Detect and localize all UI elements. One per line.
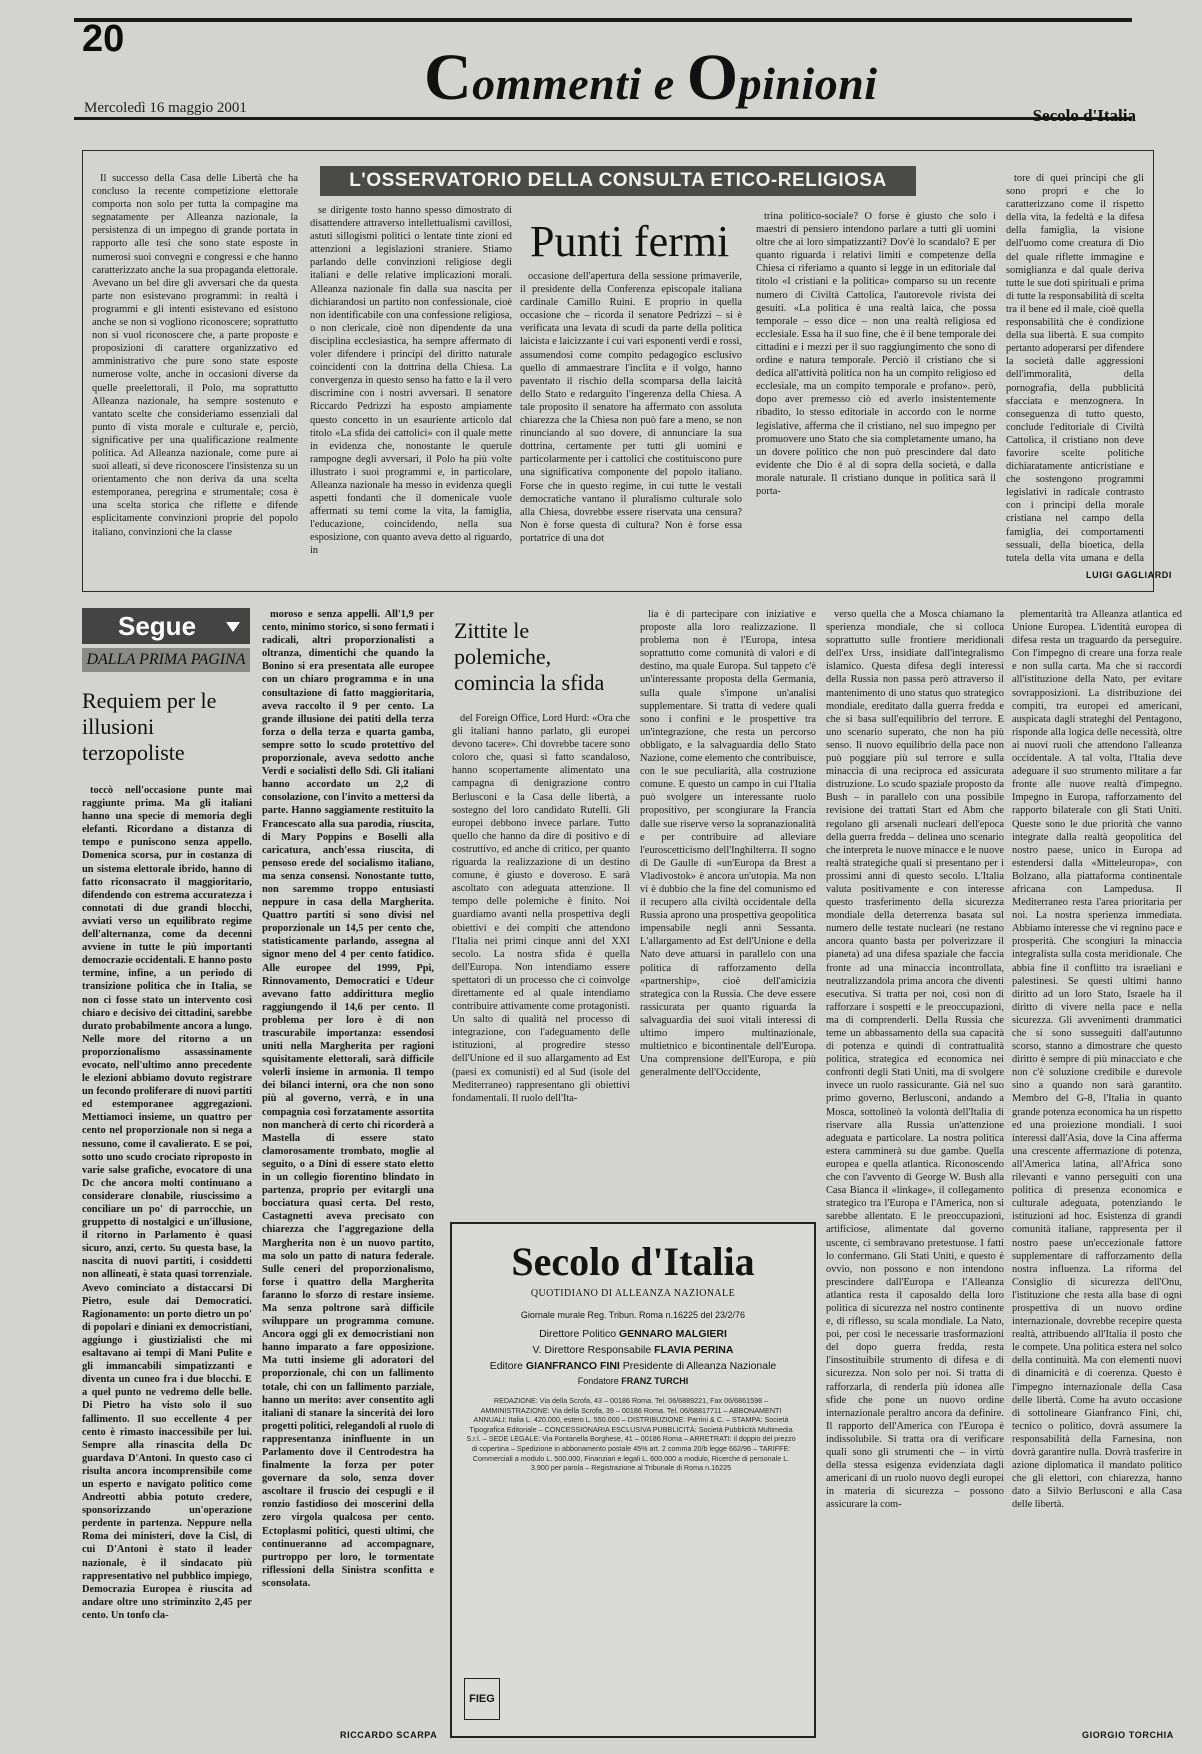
fieg-logo: FIEG	[464, 1678, 500, 1720]
observatory-signature: LUIGI GAGLIARDI	[1086, 570, 1172, 580]
masthead-tariffs	[508, 1676, 798, 1724]
observatory-headline: Punti fermi	[530, 217, 730, 266]
down-arrow-icon	[226, 622, 240, 632]
zittite-signature: GIORGIO TORCHIA	[1082, 1730, 1174, 1740]
masthead-box	[450, 1222, 816, 1738]
requiem-signature: RICCARDO SCARPA	[340, 1730, 438, 1740]
requiem-column-1: toccò nell'occasione punte mai raggiunte prima. Ma gli italiani hanno una specie di memoria degli elefanti. Ricordano a distanza di tempo e puniscono senza appello. Domenica scorsa, pur in costanza di un sistema elettorale ibrido, hanno di fatto riconsacrato il maggioritario, difendendo con estrema accuratezza i connotati di due grandi blocchi, avviati verso un equilibrato regime dell'alternanza, come da decenni avviene in tutte le più importanti democrazie occidentali. E hanno posto termine, infine, a un periodo di transizione politica che in Italia, se non ci fosse stato un intervento così chiaro e decisivo dei cittadini, sarebbe durato probabilmente ancora a lungo. Nelle more del ritorno a un proporzionalismo assassinamente evocato, nell'ultimo anno precedente le elezioni abbiamo dovuto registrare un fecondo proliferare di nuovi partiti ed estemporanee aggregazioni. Mettiamoci insieme, un quattro per cento nel proporzionale non si nega a nessuno, come il cavalierato. E se poi, sotto uno scudo crociato riproposto in varie salse grafiche, evocatore di una Dc che ancora molti continuano a considerare clonabile, riuscissimo a conciliare un po' di parrocchie, un gruppetto di nostalgici e un'illusione, il ritorno in Parlamento è quasi sicuro, anzi, certo. Su questa base, la nascita di nuovi partiti, i cosiddetti non allineati, è stata quasi torrenziale. Avevo cominciato a distaccarsi Di Pietro, esule dai Democratici. Ragionamento: un porto dietro un po' di popolari e diniani ex democristiani, aggiungo i giustizialisti che mi esaltavano ai tempi di Mani Pulite e gli immancabili simpatizzanti e diventa un cuneo fra i due blocchi. E a quel punto ne vedremo delle belle. Di Pietro ha visto solo il suo fallimento. Il suo eccellente 4 per cento è rimasto inaccessibile per lui. Sempre alla rinascita della Dc guardava D'Antoni. In questo caso ci risulta ancora incomprensibile come un esperto e navigato politico come Andreotti abbia potuto credere, sponsorizzando un'operazione perdente in partenza. Neppure nella Roma dei ministeri, dove la Cisl, di cui D'Antoni è stato il leader nazionale, è il sindacato più rappresentativo nel pubblico impiego, Democrazia Europea è riuscita ad andare oltre uno striminzito 2,45 per cento. Un tonfo cla-	[82, 785, 252, 1621]
masthead-subtitle: QUOTIDIANO DI ALLEANZA NAZIONALE	[530, 1288, 736, 1299]
requiem-column-2: moroso e senza appelli. All'1,9 per cento, minimo storico, si sono fermati i radicali, altri proporzionalisti a oltranza, dimentichi che quando la Bonino si era presentata alle europee con un chiaro programma e in una consultazione di fatto maggioritaria, aveva raccolto il 9 per cento. La grande illusione dei patiti della terza forza o della terza e quarta gamba, sempre sotto lo scudo protettivo del proporzionale, aveva sedotto anche Verdi e socialisti dello Sdi. Gli italiani hanno accordato un 2,2 di consolazione, con l'invito a mettersi da parte. Hanno saggiamente restituito la Francescato alla sua parodia, riuscita, di Mary Poppins e Boselli alla caricatura, anch'essa riuscita, di pensoso erede del socialismo italiano, ma senza consensi. Nonostante tutto, non saremmo troppo entusiasti neppure in casa della Margherita. Quattro partiti si sono divisi nel proporzionale un 14,5 per cento che, statisticamente parlando, assegna al signor meno del 4 per cento fatidico. Alle europee del 1999, Ppi, Rinnovamento, Democratici e Udeur avevano fatto addirittura meglio raggiungendo il 14,6 per cento. Il problema per loro è di non trascurabile importanza: essendosi uniti nella Margherita per ragioni squisitamente elettorali, sarà difficile volerli insieme in armonia. Il tempo dei bilanci interni, ora che non sono più al governo, verrà, e in una compagnia così forzatamente assortita non mancherà di certo chi ricorderà a Mastella di essere stato clamorosamente trombato, moglie al seguito, o a Dini di essere stato eletto in un collegio fiorentino blindato in partenza, proprio per evitargli una bocciatura quasi certa. Del resto, Castagnetti aveva precisato con chiarezza che l'aggregazione della Margherita non è un nuovo partito, ma solo un patto di natura federale. Sulle ceneri del proporzionalismo, forse i quattro della Margherita faranno lo sforzo di restare insieme. Ma senza poltrone sarà difficile sviluppare un programma comune. Ancora oggi gli ex democristiani non hanno imparato a fare opposizione. Ma tutti insieme gli adoratori del proporzionale, chi con un fallimento totale, chi con un fallimento parziale, hanno un merito: aver consentito agli italiani di stanare la sincerità dei loro progetti politici, relegandoli al ruolo di rappresentanza ininfluente in un Parlamento dove il Centrodestra ha finalmente la forza per poter governare da solo, senza dover ascoltare il fruscio dei cespugli e il ronzio fastidioso dei moscerini della zero virgola qualcosa per cento. Ectoplasmi politici, questi ultimi, che continueranno ad accompagnare, purtroppo per loro, le tormentate riflessioni della Sinistra sconfitta e sconsolata.	[262, 609, 434, 1589]
masthead-fine-print: REDAZIONE: Via della Scrofa, 43 – 00186 Roma. Tel. 06/6889221, Fax 06/6861598 – AMMINISTRAZIONE: Via della Scrofa, 39 – 00186 Roma. Tel. 06/68817711 – ABBONAMENTI ANNUALI: Italia L. 420.000, estero L. 550.000 – DISTRIBUZIONE: Parrini & C. – STAMPA: Società Tipografica Editoriale – CONCESSIONARIA ESCLUSIVA PUBBLICITÀ: Società Pubblicità Multimedia S.r.l. – SEDE LEGALE: Via Fontanella Borghese, 41 – 00186 Roma – ARRETRATI: il doppio del prezzo di copertina – Spedizione in abbonamento postale 45% art. 2 comma 20/b legge 662/96 – TARIFFE: Commerciali a modulo L. 500.000, Finanziari e legali L. 600.000 a modulo, Ricerche di personale L. 3.900 per parola – Registrazione al Tribunale di Roma n.16225	[466, 1396, 796, 1473]
requiem-headline: Requiem per le illusioni terzopoliste	[82, 688, 217, 765]
masthead-responsible: V. Direttore Responsabile FLAVIA PERINA	[532, 1344, 734, 1356]
page-number: 20	[82, 18, 125, 60]
prima-pagina-label: DALLA PRIMA PAGINA	[82, 648, 250, 672]
observatory-column-2: se dirigente tosto hanno spesso dimostrato di disattendere attraverso intellettualismi cavillosi, astuti sillogismi politici o lentate tinte zioni ed attenzioni a legislazioni straniere. Stiamo parlando delle convinzioni religiose degli italiani e delle relative implicazioni morali. Alleanza nazionale fin dalla sua nascita per dichiarandosi un partito non confessionale, cioè non identificabile con una confessione religiosa, o non clericale, cioè non dipendente da una disciplina ecclesiastica, ha sempre affermato di voler difendere i principi del diritto naturale coincidenti con la dottrina della Chiesa. La convergenza in questo senso ha fatto e la il vero discrimine con i nostri avversari. Il senatore Riccardo Pedrizzi ha esposto ampiamente questo concetto in un esauriente articolo dal titolo «La sfida dei cattolici» con il quale mette in evidenza che, nonostante le querule rampogne degli avversari, il Polo ha più volte illustrato i suoi programmi e, in particolare, Alleanza nazionale ha messo in evidenza quegli aspetti fondanti che il domenicale vuole affermati su temi come la vita, la famiglia, l'educazione, coincidendo, nella sua esposizione, con quanto aveva detto al riguardo, in	[310, 205, 512, 557]
dateline: Mercoledì 16 maggio 2001	[84, 100, 247, 116]
masthead-registration: Giornale murale Reg. Tribun. Roma n.16225 del 23/2/76	[520, 1310, 746, 1320]
zittite-column-1: del Foreign Office, Lord Hurd: «Ora che gli italiani hanno parlato, gli europei devono tacere». Chi dovrebbe tacere sono coloro che, quasi si fatto scandaloso, hanno scopertamente alimentato una campagna di denigrazione contro Berlusconi e la Casa delle libertà, a sostegno del loro candidato Rutelli. Gli europei debbono invece parlare. Tutto quello che hanno da dire di positivo e di costruttivo, ed anche di critico, per quanto riguarda la realizzazione di un destino comune, è giusto e doveroso. E sarà ascoltato con adeguata attenzione. Il tempo delle polemiche è finito. Noi guardiamo avanti nella prospettiva degli obiettivi e dei compiti che attendono l'Italia nei primi cinque anni del XXI secolo. La nostra sfida è quella dell'Europa. Non intendiamo essere spettatori di un processo che ci coinvolge direttamente ed al quale intendiamo contribuire attivamente come protagonisti. Un salto di qualità nel processo di integrazione, con l'adeguamento delle istituzioni, al progredire stesso dell'Unione ed il suo allargamento ad Est (paesi ex comunisti) ed al Sud (isole del Mediterraneo) rappresentano gli obiettivi fondamentali. Il ruolo dell'Ita-	[452, 713, 630, 1104]
observatory-column-3: occasione dell'apertura della sessione primaverile, il presidente della Conferenza episcopale italiana cardinale Camillo Ruini. E proprio in quella occasione che – ricorda il senatore Pedrizzi – si è verificata una levata di scudi da parte della politica laicista e laicizzante i cui vari esponenti verdi e rossi, assumendosi come compito pedagogico esclusivo quello di ammaestrare l'inclita e il volgo, hanno paventato il rischio della scomparsa della laicità dello Stato e redarguito l'ingerenza della Chiesa. A tale proposito il senatore ha affermato con assoluta chiarezza che la Chiesa non può fare a meno, se non rinunciando al suo dovere, di annunciare la sua dottrina, certamente per tutti gli uomini e particolarmente per i cattolici che costituiscono pure una significativa componente del popolo italiano. Forse che in questo regime, in cui tutte le vestali democratiche vantano il pluralismo culturale solo alla Chiesa, dovrebbe essere riservata una censura? Non è forse questa di cultura? Non è forse essa portatrice di una dot	[520, 271, 742, 544]
zittite-column-4: plementarità tra Alleanza atlantica ed Unione Europea. L'identità europea di difesa resta un traguardo da perseguire. Con l'impegno di creare una forza reale e non sulla carta. Ma che si raccordi all'istituzione della Nato, per evitare sovrapposizioni. La distribuzione dei compiti, tra europei ed americani, auspicata dagli strateghi del Pentagono, risponde alla logica delle necessità, oltre ai nuovi ruoli che attendono l'alleanza occidentale. A tal volta, l'Italia deve adeguare il suo strumento militare a far fronte alle nuove realtà d'impegno. Impegno in Europa, rafforzamento del rapporto bilaterale con gli Stati Uniti. Queste sono le due priorità che vanno integrate dalla realtà geopolitica del nostro paese, unico in Europa ad estendersi dalla «Mitteleuropa», con Bolzano, alla piattaforma continentale africana con Lampedusa. Il Mediterraneo resta l'area prioritaria per noi. La nostra sperienza immediata. Abbiamo interesse che vi regnino pace e prosperità. Che scongiuri la minaccia integralista sulla costa meridionale. Che abbia fine il conflitto tra israeliani e palestinesi. Se questi ultimi hanno diritto ad un loro Stato, Israele ha il diritto di vivere nella pace e nella sicurezza. Gli avvenimenti drammatici che si sono susseguiti dall'autunno scorso, stanno a dimostrare che questo diritto è sempre di più minacciato e che non c'è soluzione credibile e durevole sino a quando non sarà garantito. Membro del G-8, l'Italia in quanto grande potenza economica ha un rispetto ed una proiezione mondiali. I suoi interessi dall'Asia, dove la Cina afferma una crescente affermazione di potenza, all'America latina, all'Africa sono rilevanti e vanno perseguiti con una politica di presenza economica e culturale adeguata, potenziando le istituzioni ad hoc. Esistenza di grandi comunità italiane, rappresenta per il nostro paese un'eccezionale fattore supplementare di rafforzamento della nostra influenza. La riforma del Consiglio di sicurezza dell'Onu, l'istituzione che resta alla base di ogni prospettiva di un nuovo ordine internazionale, dovrebbe recepire questa realtà, attribuendo all'Italia il posto che le compete. Una politica estera nel solco della continuità. Ma con elementi nuovi di dinamicità e di coerenza. Questo è l'impegno internazionale della Casa delle libertà. Come ha avuto occasione di sottolineare Gianfranco Fini, chi, tecnico o politico, dovrà assumere la responsabilità della Farnesina, non dovrà garantire nulla. Dovrà trasferire in azione diplomatica il mandato politico che gli elettori, con chiarezza, hanno dato a Silvio Berlusconi e alla Casa delle libertà.	[1012, 609, 1182, 1511]
observatory-banner: L'OSSERVATORIO DELLA CONSULTA ETICO-RELIGIOSA	[320, 166, 916, 196]
paper-name: Secolo d'Italia	[1032, 106, 1136, 125]
masthead-director: Direttore Politico GENNARO MALGIERI	[539, 1328, 727, 1340]
header-rule	[74, 117, 1132, 120]
segue-label: Segue	[82, 608, 250, 644]
zittite-column-2: lia è di partecipare con iniziative e proposte alla loro realizzazione. Il problema non è l'Europa, intesa soprattutto come comunità di valori e di destino, ma quale Europa. Sul tappeto c'è un'interessante proposta della Germania, sulla quale s'impone un'analisi supplementare. Si tratta di vedere quali sono i confini e le prospettive tra un'integrazione, che resta un percorso obbligato, e la salvaguardia dello Stato Nazione, come elemento che contribuisce, con le sue peculiarità, alla costruzione comune. E questo un campo in cui l'Italia può svolgere un interessante ruolo propositivo, per scongiurare la Francia dalle sue riserve verso la sopranazionalità e per contribuire ad alleviare l'euroscetticismo dell'Inghilterra. Il sogno di De Gaulle di «un'Europa da Brest a Vladivostok» è ancora un'utopia. Ma non vi è dubbio che la fine del comunismo ed il recupero alla civiltà occidentale della Russia aprono una prospettiva geopolitica impensabile negli anni Sessanta. L'allargamento ad Est dell'Unione e della Nato deve attuarsi in parallelo con una politica di rafforzamento della «partnership», cioè dell'amicizia strategica con la Russia. Che deve essere rassicurata per quanto riguarda la salvaguardia dei suoi vitali interessi di ultimo impero multinazionale, multietnico e bicontinentale dell'Europa. Una comprensione dell'Europa, e più generalmente dell'Occidente,	[640, 609, 816, 1079]
top-rule	[74, 18, 1132, 22]
masthead-publisher: Editore GIANFRANCO FINI Presidente di Alleanza Nazionale	[489, 1360, 777, 1372]
masthead-title: Secolo d'Italia	[511, 1239, 755, 1284]
masthead-founder: Fondatore FRANZ TURCHI	[577, 1376, 689, 1386]
observatory-column-4: trina politico-sociale? O forse è giusto che solo i maestri di pensiero intendono parlare a tutti gli uomini oltre che ai loro simpatizzanti? Dov'è lo scandalo? E per quanto riguarda i relativi limiti e competenze della Chiesa ci riferiamo a quanto si legge in un editoriale dal titolo «I cristiani e la politica» comparso su un recente numero di Civiltà Cattolica, l'autorevole rivista dei gesuiti. «La politica è una realtà laica, che possa temporale – esso dice – non una realtà religiosa ed ecclesiale. Essa ha il suo fine, che è il bene temporale dei cittadini e i mezzi per il suo raggiungimento che sono di ordine e natura temporale. Perciò il cristiano che si dedica all'attività politica non ha un compito religioso ed ecclesiale, ma un compito temporale e profano». però, dopo aver premesso ciò ed averlo insistentemente ribadito, lo stesso editoriale in accordo con le norme legislative, afferma che il cristiano, nel suo impegno per promuovere uno Stato che sia completamente umano, ha un dovere politico che non può prescindere dal dato evidente che Dio è al di sopra della società, e dalla morale naturale. Il cristiano dunque in politica sarà il porta-	[756, 211, 996, 497]
zittite-column-3: verso quella che a Mosca chiamano la sperienza mondiale, che si colloca soprattutto sulle frontiere meridionali dell'ex Urss, insidiate dall'integralismo islamico. Questa difesa degli interessi della Russia non passa però attraverso il mantenimento di uno status quo strategico mondiale, ereditato dalla guerra fredda e che si basa sull'equilibrio del terrore. E uno scenario superato, che non ha più senso. Il nuovo equilibrio della pace non può poggiare più sul terrore e sulla minaccia di una reciproca ed assicurata distruzione. Lo scudo spaziale proposto da Bush – in parallelo con una possibile revisione dei trattati Start ed Abm che regolano gli arsenali nucleari dell'epoca della guerra fredda – delinea uno scenario che interpreta le nuove minacce e le nuove realtà strategiche quali si presentano per i prossimi anni di questo secolo. L'Italia valuta positivamente e con interesse questo trasferimento della sicurezza mondiale della deterrenza basata sul numero delle testate nucleari (ne restano ancora quanto basta per polverizzare il pianeta) ad una difesa spaziale che faccia fronte ad una minaccia incontrollata, neutralizzandola prima ancora che diventi esecutiva. Si tratta per noi, così non di rafforzare i sospetti e le preoccupazioni, ma di comprenderli. Della Russia che teme un abbassamento della sua capacità di potenza e quindi di contrattualità politica, strategica ed economica nei confronti degli Stati Uniti, ma di svolgere invece un ruolo rassicurante. Già nel suo primo governo, Berlusconi, andando a Mosca, sottolineò la volontà dell'Italia di riservare alla Russia un'attenzione adeguata e particolare. La nostra politica estera camminerà su due gambe. Quella europea e quella atlantica. Riconoscendo che con l'avvento di George W. Bush alla Casa Bianca il «linkage», il collegamento strategico tra l'Europa e l'America, non si sarebbe allentato. E le preoccupazioni, artificiose, alimentate dal governo uscente, ci sembravano pretestuose. I fatti lo confermano. Gli Stati Uniti, e questo è ovvio, non possono e non intendono prescindere dall'Europa e l'Alleanza atlantica resta il caposaldo della loro politica di sicurezza nel nostro continente e, di riflesso, su scala mondiale. La Nato, poi, per così le necessarie trasformazioni del dopo guerra fredda, resta l'insostituibile strumento di difesa e di sicurezza. Non solo per noi. Si tratta di rafforzarla, di renderla più idonea alle sfide che pone un nuovo ordine internazionale peraltro ancora da definire. Il rapporto dell'America con l'Europa è indissolubile. Si tratta ora di verificare quali sono gli strumenti che – in virtù della stessa esigenza evidenziata dagli americani di un ruolo nuovo degli europei in materia di sicurezza – possono assicurare la com-	[826, 609, 1004, 1511]
observatory-column-1: Il successo della Casa delle Libertà che ha concluso la recente competizione elettorale comporta non solo per tutta la compagine ma segnatamente per Alleanza nazionale, la persistenza di un impegno di grande portata in rapporto alle tesi che sono state esposte in numerosi suoi convegni e congressi e che hanno caratterizzato anche la sua propaganda elettorale. Avevano un bel dire gli avversari che da questa parte non esistevano programmi: in realtà i programmi e gli intenti esistevano ed esistono anche se non si vogliono riconoscere; soprattutto non si vuol riconoscere che, a parte proposte e proposizioni di carattere organizzativo ed amministrativo che pure sono state esposte numerose volte, anche in occasioni diverse da quelle preelettorali, il Polo, ma soprattutto Alleanza nazionale, ha sempre sostenuto e vantato scelte che consideriamo essenziali dal punto di vista morale e culturale e, perciò, significative per una qualificazione realmente politica. Ad Alleanza nazionale, come pure ai suoi alleati, si deve riconoscere l'insistenza su un orientamento che non deriva da una scelta estemporanea, peregrina e strumentale; cosa è una scelta storica che riflette e difende esplicitamente convinzioni proprie del popolo italiano, convinzioni che la classe	[92, 173, 298, 538]
zittite-headline: Zittite le polemiche, comincia la sfida	[454, 618, 605, 695]
section-title: Commenti e Opinioni	[424, 41, 878, 114]
observatory-column-5: tore di quei principi che gli sono propri e che lo caratterizzano come il rispetto della vita, la fedeltà e la difesa della famiglia, la visione dell'uomo come creatura di Dio del quale riflette immagine e somiglianza e dal quale deriva tutte le sue doti spirituali e prima di tutte la responsabilità di scelta tra il bene ed il male, cioè quella responsabilità che è condizione della sua libertà. E sua compito pertanto adoperarsi per difendere la società dalle aggressioni dell'immoralità, della pornografia, della pubblicità sfacciata e menzognera. In conseguenza di tutto questo, conclude l'editoriale di Civiltà Cattolica, il cristiano non deve favorire scelte politiche dichiaratamente anticristiane e che sostengono programmi legislativi in radicale contrasto con i principi della morale cristiana nel campo della famiglia, dei comportamenti sessuali, della bioetica, della tutela della vita umana e della	[1006, 173, 1144, 564]
